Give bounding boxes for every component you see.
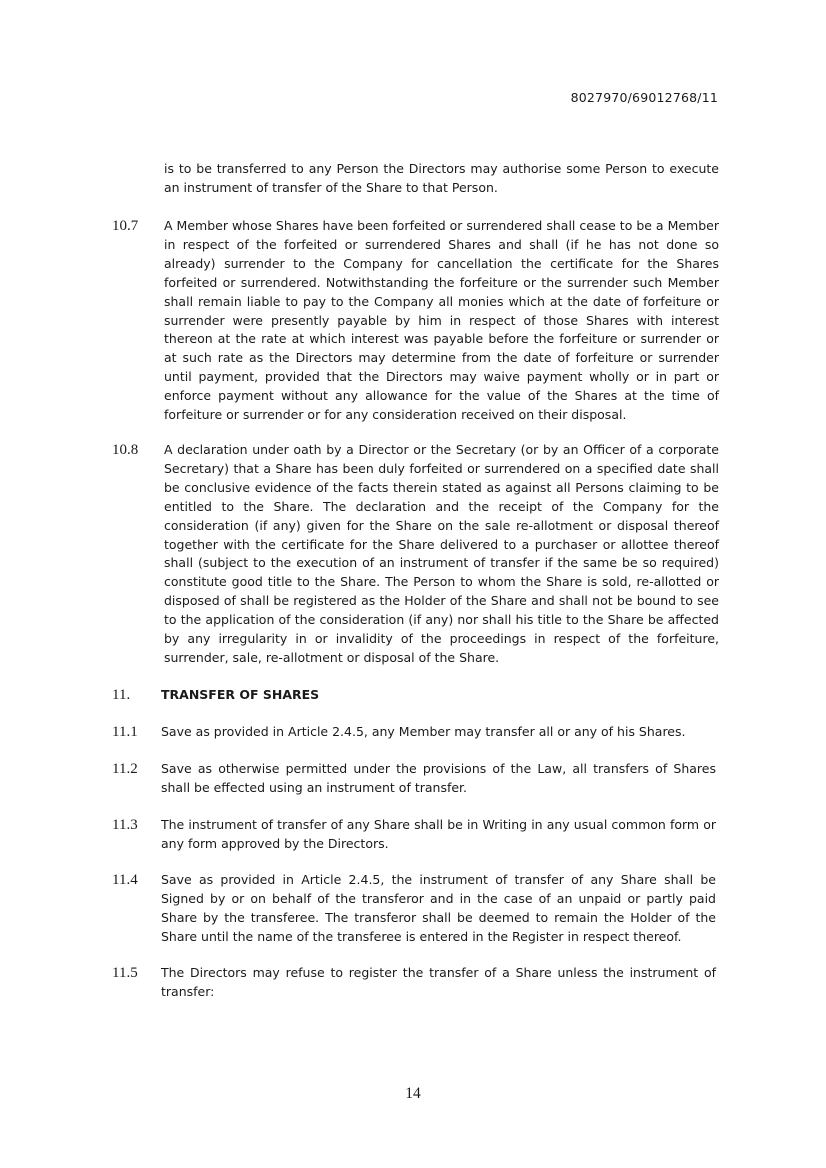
section-number-11: 11.: [112, 687, 131, 703]
clause-text-11-2: Save as otherwise permitted under the provisions of the Law, all transfers of Shares shall be effected using an instrument of transfer.: [161, 761, 716, 795]
clause-number-10-8: 10.8: [112, 442, 139, 458]
clause-number-11-3: 11.3: [112, 817, 138, 833]
clause-number-11-2: 11.2: [112, 761, 138, 777]
clause-text-10-7: A Member whose Shares have been forfeited or surrendered shall cease to be a Member in respect of the forfeited or surrendered Shares and shall (if he has not done so already) surrender to the Company for cancellation the certificate for the Shares forfeited or surrendered. Notwithstanding the forfeiture or the surrender such Member shall remain liable to pay to the Company all monies which at the date of forfeiture or surrender were presently payable by him in respect of those Shares with interest thereon at the rate at which interest was payable before the forfeiture or surrender or at such rate as the Directors may determine from the date of forfeiture or surrender until payment, provided that the Directors may waive payment wholly or in part or enforce payment without any allowance for the value of the Shares at the time of forfeiture or surrender or for any consideration received on their disposal.: [164, 218, 719, 423]
clause-text-11-5: The Directors may refuse to register the transfer of a Share unless the instrument of transfer:: [161, 965, 716, 999]
section-heading-transfer-of-shares: TRANSFER OF SHARES: [161, 687, 320, 702]
page-number: 14: [405, 1085, 421, 1102]
clause-number-10-7: 10.7: [112, 218, 139, 234]
clause-number-11-1: 11.1: [112, 724, 138, 740]
clause-text-11-1: Save as provided in Article 2.4.5, any Member may transfer all or any of his Shares.: [161, 724, 686, 739]
clause-text-10-8: A declaration under oath by a Director or the Secretary (or by an Officer of a corporate Secretary) that a Share has been duly forfeited or surrendered on a specified date shall be conclusive evidence of the facts therein stated as against all Persons claiming to be entitled to the Share. The declaration and the receipt of the Company for the consideration (if any) given for the Share on the sale re-allotment or disposal thereof together with the certificate for the Share delivered to a purchaser or allottee thereof shall (subject to the execution of an instrument of transfer if the same be so required) constitute good title to the Share. The Person to whom the Share is sold, re-allotted or disposed of shall be registered as the Holder of the Share and shall not be bound to see to the application of the consideration (if any) nor shall his title to the Share be affected by any irregularity in or invalidity of the proceedings in respect of the forfeiture, surrender, sale, re-allotment or disposal of the Share.: [164, 442, 719, 665]
clause-number-11-4: 11.4: [112, 872, 138, 888]
clause-text-11-4: Save as provided in Article 2.4.5, the instrument of transfer of any Share shall be Signed by or on behalf of the transferor and in the case of an unpaid or partly paid Share by the transferee. The transferor shall be deemed to remain the Holder of the Share until the name of the transferee is entered in the Register in respect thereof.: [161, 872, 716, 944]
clause-number-11-5: 11.5: [112, 965, 138, 981]
continuation-paragraph: is to be transferred to any Person the Directors may authorise some Person to execute an instrument of transfer of the Share to that Person.: [164, 161, 719, 195]
document-reference: 8027970/69012768/11: [570, 90, 718, 105]
clause-text-11-3: The instrument of transfer of any Share shall be in Writing in any usual common form or any form approved by the Directors.: [161, 817, 716, 851]
